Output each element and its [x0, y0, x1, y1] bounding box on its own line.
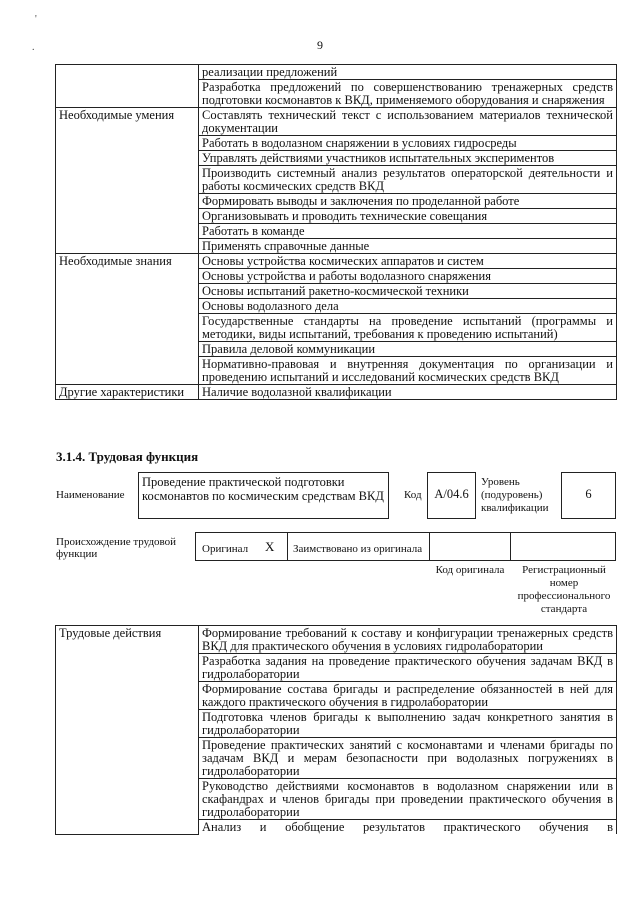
table-cell: Основы устройства и работы водолазного снаряжения	[199, 269, 617, 284]
divider	[429, 532, 430, 561]
table-cell: реализации предложений	[199, 65, 617, 80]
table-cell: Подготовка членов бригады к выполнению задач конкретного занятия в гидролаборатории	[199, 710, 617, 738]
table-cell: Составлять технический текст с использованием материалов технической документации	[199, 108, 617, 136]
row-label-actions: Трудовые действия	[56, 626, 199, 835]
margin-mark: '	[35, 14, 37, 25]
table-cell: Формирование требований к составу и конфигурации тренажерных средств ВКД для практического обучения в условиях гидролаборатории	[199, 626, 617, 654]
skills-knowledge-table	[55, 64, 617, 400]
table-cell: Анализ и обобщение результатов практического обучения в	[199, 820, 617, 835]
reg-number-caption: Регистрационный номер профессионального стандарта	[517, 564, 611, 615]
labor-actions-table	[55, 625, 617, 835]
section-title: 3.1.4. Трудовая функция	[56, 449, 199, 464]
row-label-skills: Необходимые умения	[56, 108, 199, 254]
original-label: Оригинал	[202, 543, 249, 555]
row-label	[56, 65, 199, 108]
row-label-knowledge: Необходимые знания	[56, 254, 199, 385]
table-cell: Работать в водолазном снаряжении в условиях гидросреды	[199, 136, 617, 151]
table-cell: Применять справочные данные	[199, 239, 617, 254]
name-label: Наименование	[56, 489, 125, 501]
margin-mark: .	[32, 42, 35, 53]
table-cell: Нормативно-правовая и внутренняя документация по организации и проведению испытаний и исследований космических средств ВКД	[199, 357, 617, 385]
table-cell: Организовывать и проводить технические совещания	[199, 209, 617, 224]
table-cell: Основы устройства космических аппаратов и систем	[199, 254, 617, 269]
code-value: A/04.6	[434, 487, 469, 501]
table-cell: Основы испытаний ракетно-космической техники	[199, 284, 617, 299]
table-cell: Формирование состава бригады и распределение обязанностей в ней для каждого практического обучения в гидролаборатории	[199, 682, 617, 710]
table-cell: Управлять действиями участников испытательных экспериментов	[199, 151, 617, 166]
page-number: 9	[317, 38, 323, 52]
code-label: Код	[404, 489, 422, 501]
borrowed-label: Заимствовано из оригинала	[293, 543, 423, 555]
origin-label: Происхождение трудовой функции	[56, 536, 177, 560]
table-cell: Проведение практических занятий с космонавтами и членами бригады по задачам ВКД и мерам безопасности при водолазных погружениях в гидролаборатории	[199, 738, 617, 779]
table-cell: Правила деловой коммуникации	[199, 342, 617, 357]
table-cell: Руководство действиями космонавтов в водолазном снаряжении или в скафандрах и членов бригады при проведении практического обучения в гидролаборатории	[199, 779, 617, 820]
original-mark: X	[265, 539, 275, 554]
table-cell: Формировать выводы и заключения по проделанной работе	[199, 194, 617, 209]
code-original-caption: Код оригинала	[435, 564, 505, 576]
divider	[287, 532, 288, 561]
table-cell: Наличие водолазной квалификации	[199, 385, 617, 400]
table-cell: Основы водолазного дела	[199, 299, 617, 314]
level-value: 6	[585, 487, 592, 501]
divider	[510, 532, 511, 561]
table-cell: Работать в команде	[199, 224, 617, 239]
table-cell: Разработка предложений по совершенствованию тренажерных средств подготовки космонавтов к ВКД, применяемого оборудования и снаряжения	[199, 80, 617, 108]
table-cell: Производить системный анализ результатов операторской деятельности и работы космических средств ВКД	[199, 166, 617, 194]
name-value: Проведение практической подготовки космонавтов по космическим средствам ВКД	[142, 475, 384, 503]
table-cell: Государственные стандарты на проведение испытаний (программы и методики, виды испытаний, требования к проведению испытаний)	[199, 314, 617, 342]
level-label: Уровень (подуровень) квалификации	[481, 476, 549, 514]
row-label-other: Другие характеристики	[56, 385, 199, 400]
table-cell: Разработка задания на проведение практического обучения задачам ВКД в гидролаборатории	[199, 654, 617, 682]
